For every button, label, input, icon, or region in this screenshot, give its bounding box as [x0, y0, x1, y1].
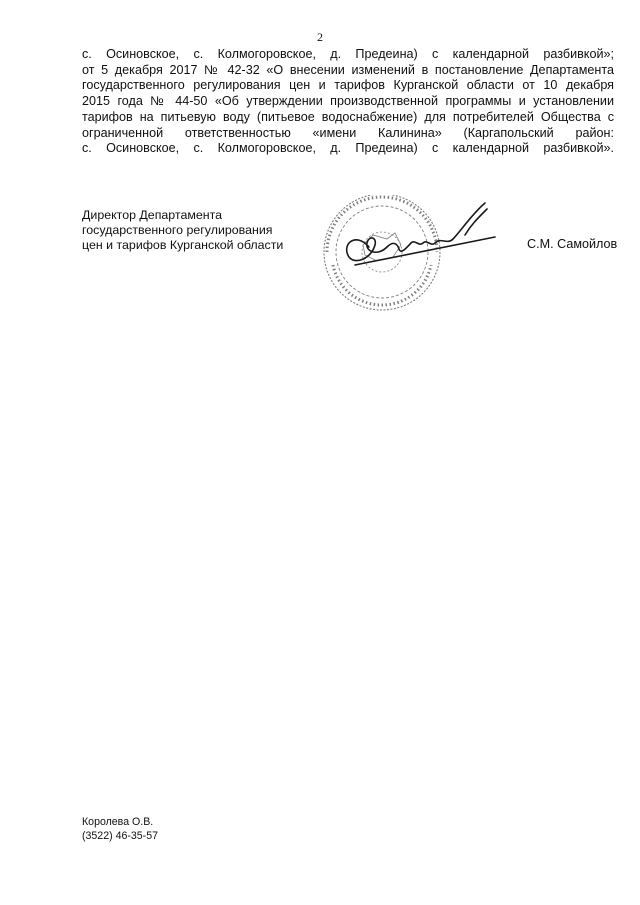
body-line: 2015 года № 44-50 «Об утверждении производственной программы и установлении [82, 94, 614, 109]
executor-phone: (3522) 46-35-57 [82, 829, 158, 842]
page-number: 2 [317, 30, 323, 44]
body-paragraph [82, 47, 614, 157]
body-line: тарифов на питьевую воду (питьевое водоснабжение) для потребителей Общества с [82, 109, 614, 124]
stamp-and-signature [315, 195, 505, 325]
signatory-name: С.М. Самойлов [527, 237, 618, 251]
signatory-title [82, 208, 312, 254]
body-line: ограниченной ответственностью «имени Калинина» (Каргапольский район: [82, 125, 614, 140]
official-stamp [324, 195, 440, 310]
body-line: с. Осиновское, с. Колмогоровское, д. Предеина) с календарной разбивкой»; [82, 47, 614, 61]
executor-block [82, 816, 158, 843]
body-line: государственного регулирования цен и тарифов Курганской области от 10 декабря [82, 78, 614, 93]
body-line: от 5 декабря 2017 № 42-32 «О внесении изменений в постановление Департамента [82, 62, 614, 77]
body-line: с. Осиновское, с. Колмогоровское, д. Предеина) с календарной разбивкой». [82, 141, 614, 156]
signatory-title-line: цен и тарифов Курганской области [82, 238, 284, 253]
signatory-title-line: государственного регулирования [82, 223, 273, 238]
executor-name: Королева О.В. [82, 816, 154, 828]
signatory-title-line: Директор Департамента [82, 208, 223, 222]
